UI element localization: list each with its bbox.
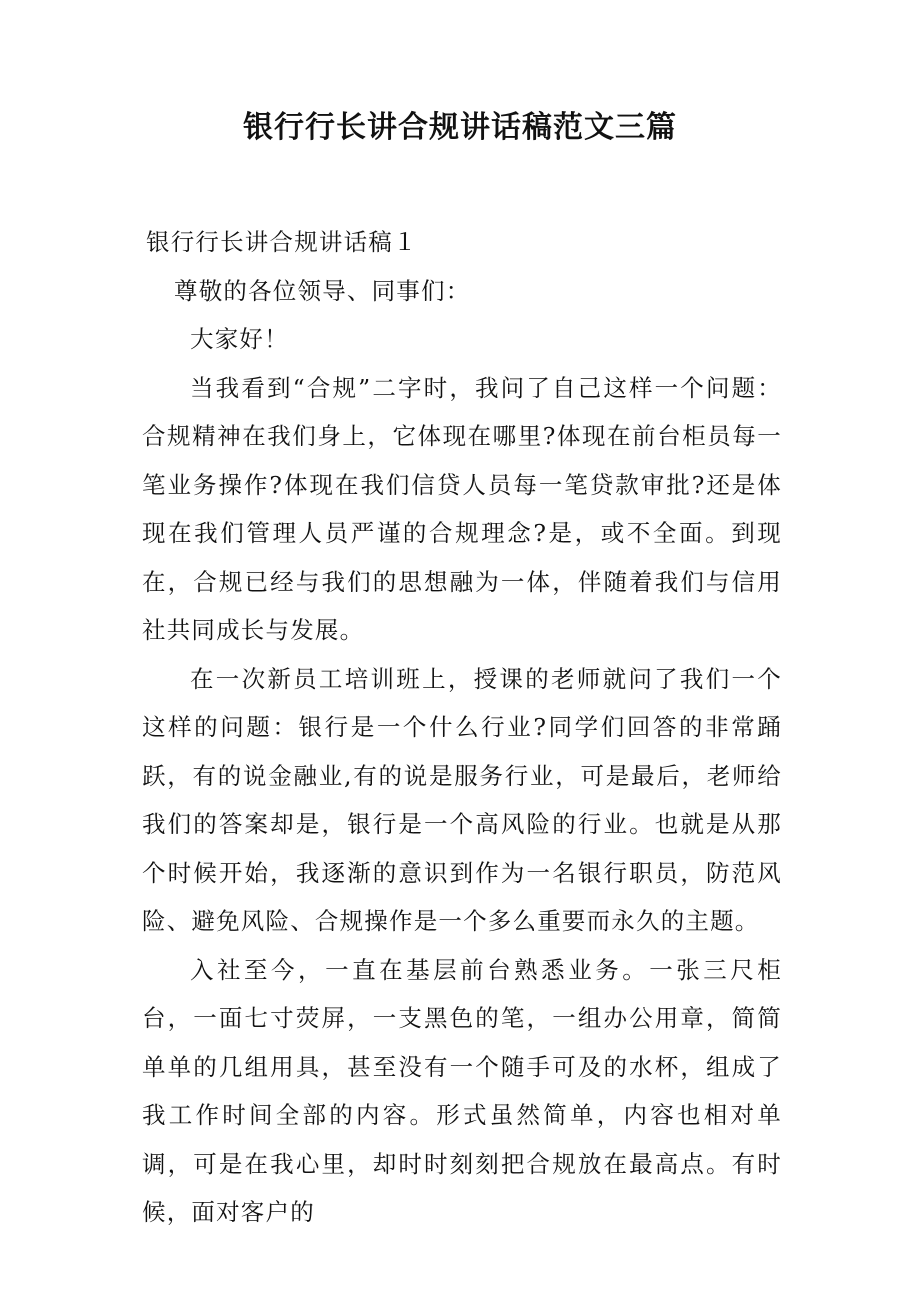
greeting: 大家好！ — [190, 325, 289, 353]
body-paragraph: 在一次新员工培训班上，授课的老师就问了我们一个这样的问题：银行是一个什么行业?同学们回答的非常踊跃，有的说金融业,有的说是服务行业，可是最后，老师给我们的答案却是，银行是一个高风险的行业。也就是从那个时候开始，我逐渐的意识到作为一名银行职员，防范风险、避免风险、合规操作是一个多么重要而永久的主题。 — [142, 664, 782, 935]
document-title: 银行行长讲合规讲话稿范文三篇 — [243, 110, 677, 145]
document-body — [142, 218, 782, 1237]
salutation: 尊敬的各位领导、同事们： — [174, 276, 471, 305]
body-paragraph: 当我看到“合规”二字时，我问了自己这样一个问题：合规精神在我们身上，它体现在哪里?体现在前台柜员每一笔业务操作?体现在我们信贷人员每一笔贷款审批?还是体现在我们管理人员严谨的合规理念?是，或不全面。到现在，合规已经与我们的思想融为一体，伴随着我们与信用社共同成长与发展。 — [142, 373, 782, 644]
speech-subheading: 银行行长讲合规讲话稿１ — [146, 228, 418, 256]
body-paragraph: 入社至今，一直在基层前台熟悉业务。一张三尺柜台，一面七寸荧屏，一支黑色的笔，一组办公用章，简简单单的几组用具，甚至没有一个随手可及的水杯，组成了我工作时间全部的内容。形式虽然简单，内容也相对单调，可是在我心里，却时时刻刻把合规放在最高点。有时候，面对客户的 — [142, 955, 782, 1226]
